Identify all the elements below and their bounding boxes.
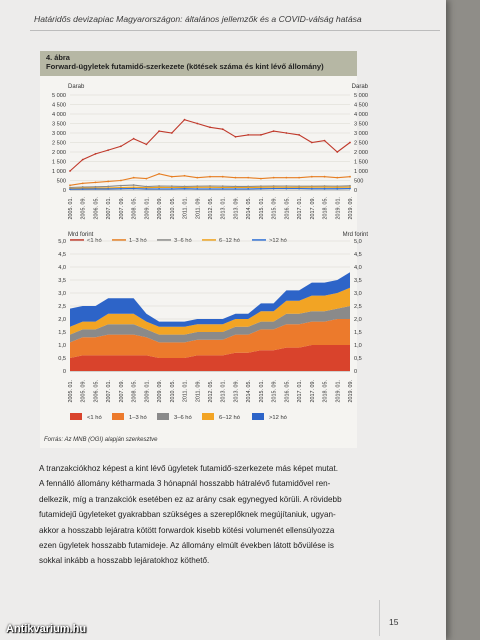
- y-tick-right: 0: [354, 188, 358, 194]
- x-tick-label: 2017. 09.: [309, 197, 316, 220]
- y-tick-left: 4,5: [58, 252, 66, 258]
- legend-label: 3–6 hó: [174, 415, 192, 421]
- x-tick-label: 2015. 01.: [258, 197, 265, 220]
- y-tick-right: 3,0: [354, 291, 362, 297]
- body-line: ezen ügyletek hosszabb futamideje. Az állomány elmúlt években látott bővülése is: [39, 541, 334, 551]
- y-tick-right: 1,5: [354, 330, 362, 336]
- y-tick-left: 3,0: [58, 291, 66, 297]
- y-tick-right: 2,5: [354, 304, 362, 310]
- x-tick-label: 2015. 09.: [271, 197, 278, 220]
- x-tick-label: 2005. 09.: [80, 380, 87, 403]
- y-axis-label-left: Mrd forint: [68, 232, 94, 238]
- x-tick-label: 2009. 09.: [157, 197, 164, 220]
- y-tick-right: 3 000: [354, 131, 368, 137]
- y-tick-left: 0: [62, 369, 66, 375]
- x-tick-label: 2016. 05.: [284, 197, 291, 220]
- y-tick-right: 2 500: [354, 140, 368, 147]
- y-tick-left: 4 000: [52, 112, 66, 118]
- x-tick-label: 2018. 05.: [322, 197, 329, 220]
- y-tick-left: 500: [56, 178, 66, 185]
- legend-label: >12 hó: [269, 415, 287, 421]
- y-axis-label-left: Darab: [68, 84, 85, 90]
- x-tick-label: 2009. 09.: [157, 380, 164, 403]
- x-tick-label: 2014. 05.: [246, 197, 253, 220]
- x-tick-label: 2017. 01.: [297, 197, 304, 220]
- y-tick-left: 3,5: [58, 278, 66, 284]
- body-line: delkezik, míg a tranzakciók esetében ez az arány csak egynegyed körüli. A rövidebb: [39, 494, 342, 504]
- legend-label: <1 hó: [87, 415, 102, 421]
- x-tick-label: 2006. 05.: [93, 197, 100, 220]
- watermark-text: Antikvarium.hu: [6, 623, 87, 635]
- y-tick-left: 1 000: [52, 169, 66, 175]
- page-number-rule: [379, 600, 380, 636]
- y-tick-right: 4,0: [354, 265, 362, 271]
- y-tick-right: 2,0: [354, 317, 362, 323]
- page-number: 15: [389, 617, 399, 627]
- x-tick-label: 2012. 05.: [208, 380, 214, 403]
- legend-label: 1–3 hó: [129, 238, 147, 244]
- y-tick-left: 5,0: [58, 239, 66, 245]
- y-axis-label-right: Mrd forint: [342, 232, 368, 238]
- x-tick-label: 2011. 09.: [195, 380, 202, 403]
- y-tick-left: 3 000: [52, 131, 66, 137]
- legend-label: >12 hó: [269, 238, 287, 244]
- body-line: A fennálló állomány kétharmada 3 hónapnál hosszabb hátralévő futamidővel ren-: [39, 479, 331, 489]
- legend-label: <1 hó: [87, 238, 102, 244]
- legend-label: 3–6 hó: [174, 238, 192, 244]
- legend-label: 6–12 hó: [219, 415, 240, 421]
- header-rule: [30, 30, 440, 31]
- x-tick-label: 2007. 01.: [106, 380, 113, 403]
- y-tick-right: 3,5: [354, 278, 362, 284]
- body-line: futamidejű ügyleteket gyakrabban szükséges a szereplőknek megújítaniuk, ugyan-: [39, 510, 336, 520]
- x-tick-label: 2018. 05.: [322, 380, 329, 403]
- x-tick-label: 2005. 01.: [68, 380, 74, 403]
- y-tick-right: 500: [354, 178, 364, 185]
- y-tick-right: 0,5: [354, 356, 362, 362]
- y-tick-right: 5 000: [354, 93, 368, 99]
- y-tick-left: 1,5: [58, 330, 66, 336]
- x-tick-label: 2005. 09.: [80, 197, 87, 220]
- x-tick-label: 2011. 01.: [182, 197, 189, 220]
- x-tick-label: 2016. 05.: [284, 380, 291, 403]
- x-tick-label: 2007. 09.: [118, 380, 125, 403]
- x-tick-label: 2010. 05.: [169, 197, 176, 220]
- x-tick-label: 2007. 09.: [118, 197, 125, 220]
- x-tick-label: 2008. 05.: [131, 197, 138, 220]
- x-tick-label: 2007. 01.: [106, 197, 113, 220]
- figure-box: [40, 51, 357, 448]
- y-tick-right: 3 500: [354, 121, 368, 128]
- x-tick-label: 2011. 09.: [195, 197, 202, 220]
- y-tick-left: 2 500: [52, 140, 66, 147]
- x-tick-label: 2014. 05.: [246, 380, 253, 403]
- body-line: akkor a hosszabb lejáratra kötött forwardok kisebb kötési volumenét ellensúlyozza: [39, 525, 335, 535]
- x-tick-label: 2013. 01.: [220, 197, 227, 220]
- running-head: Határidős devizapiac Magyarországon: általános jellemzők és a COVID-válság hatása: [34, 14, 362, 24]
- x-tick-label: 2019. 09.: [348, 380, 354, 403]
- y-tick-right: 5,0: [354, 239, 362, 245]
- y-tick-right: 1,0: [354, 343, 362, 349]
- y-tick-right: 4,5: [354, 252, 362, 258]
- y-tick-right: 0: [354, 369, 358, 375]
- y-tick-right: 4 000: [354, 112, 368, 118]
- x-tick-label: 2019. 01.: [335, 380, 342, 403]
- x-tick-label: 2013. 09.: [233, 380, 240, 403]
- figure-number: 4. ábra: [46, 53, 70, 62]
- x-tick-label: 2012. 05.: [208, 197, 214, 220]
- y-tick-right: 2 000: [354, 150, 368, 156]
- x-tick-label: 2013. 09.: [233, 196, 240, 220]
- x-tick-label: 2017. 09.: [309, 380, 316, 403]
- legend-label: 6–12 hó: [219, 238, 240, 244]
- x-tick-label: 2005. 01.: [68, 197, 74, 220]
- x-tick-label: 2008. 05.: [131, 380, 138, 403]
- x-tick-label: 2015. 01.: [258, 380, 265, 403]
- y-tick-left: 2 000: [52, 150, 66, 156]
- figure-source: Forrás: Az MNB (OGI) alapján szerkesztve: [44, 437, 158, 443]
- y-tick-left: 0,5: [58, 356, 66, 362]
- x-tick-label: 2019. 01.: [335, 197, 342, 220]
- body-line: sokkal inkább a hosszabb lejáratokhoz köthető.: [39, 556, 210, 566]
- x-tick-label: 2017. 01.: [297, 380, 304, 403]
- x-tick-label: 2013. 01.: [220, 380, 227, 403]
- y-tick-left: 2,0: [58, 317, 66, 323]
- legend-label: 1–3 hó: [129, 415, 147, 421]
- x-tick-label: 2019. 09.: [348, 197, 354, 220]
- x-tick-label: 2006. 05.: [93, 380, 100, 403]
- x-tick-label: 2011. 01.: [182, 380, 189, 403]
- y-tick-right: 4 500: [354, 102, 368, 109]
- x-tick-label: 2015. 09.: [271, 380, 278, 403]
- y-tick-right: 1 500: [354, 159, 368, 166]
- y-tick-left: 3 500: [52, 121, 66, 128]
- y-tick-left: 0: [62, 188, 66, 194]
- x-tick-label: 2009. 01.: [144, 197, 151, 220]
- y-axis-label-right: Darab: [351, 84, 368, 90]
- y-tick-left: 4 500: [52, 102, 66, 109]
- y-tick-right: 1 000: [354, 169, 368, 175]
- body-paragraph: [39, 461, 363, 569]
- y-tick-left: 4,0: [58, 265, 66, 271]
- y-tick-left: 1 500: [52, 159, 66, 166]
- body-line: A tranzakciókhoz képest a kint lévő ügyletek futamidő-szerkezete más képet mutat.: [39, 464, 338, 473]
- y-tick-left: 2,5: [58, 304, 66, 310]
- x-tick-label: 2009. 01.: [144, 380, 151, 403]
- y-tick-left: 5 000: [52, 93, 66, 99]
- figure-title: Forward-ügyletek futamidő-szerkezete (kötések száma és kint lévő állomány): [46, 62, 324, 71]
- y-tick-left: 1,0: [58, 343, 66, 349]
- x-tick-label: 2010. 05.: [169, 380, 176, 403]
